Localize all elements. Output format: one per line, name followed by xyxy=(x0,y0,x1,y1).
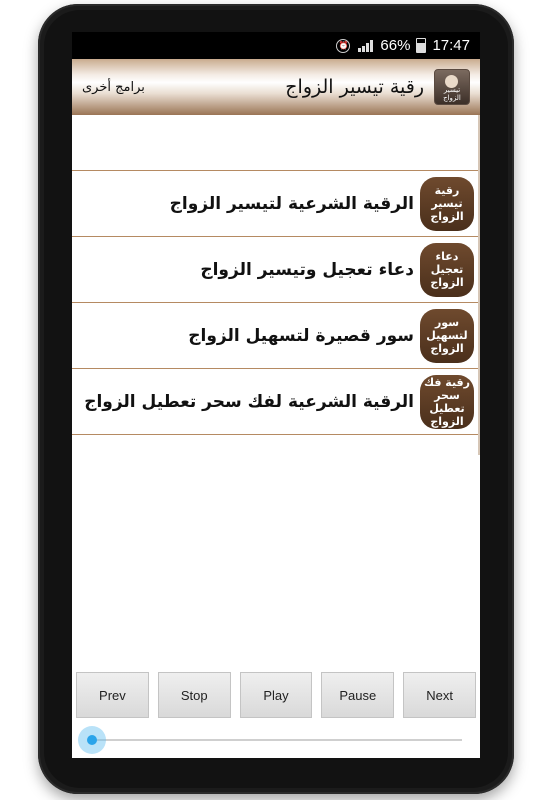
play-button[interactable]: Play xyxy=(240,672,313,718)
list-item-badge: رقية تيسير الزواج xyxy=(420,177,474,231)
player-controls xyxy=(76,672,476,718)
seek-bar-track[interactable] xyxy=(90,739,462,741)
battery-percent: 66% xyxy=(380,37,411,54)
content-list xyxy=(72,115,480,455)
list-item[interactable] xyxy=(72,369,478,435)
pause-button[interactable]: Pause xyxy=(321,672,394,718)
list-item-badge: رقية فك سحر تعطيل الزواج xyxy=(420,375,474,429)
list-item[interactable] xyxy=(72,171,478,237)
list-item-badge: دعاء تعجيل الزواج xyxy=(420,243,474,297)
list-item[interactable] xyxy=(72,303,478,369)
screen xyxy=(72,32,480,758)
list-header-spacer xyxy=(72,115,478,171)
list-item-label: الرقية الشرعية لفك سحر تعطيل الزواج xyxy=(84,391,414,412)
clock: 17:47 xyxy=(432,37,470,54)
stop-button[interactable]: Stop xyxy=(158,672,231,718)
list-item-badge: سور لتسهيل الزواج xyxy=(420,309,474,363)
app-logo-text: تيسير الزواج xyxy=(443,86,461,102)
list-item-label: الرقية الشرعية لتيسير الزواج xyxy=(169,193,414,214)
next-button[interactable]: Next xyxy=(403,672,476,718)
prev-button[interactable]: Prev xyxy=(76,672,149,718)
battery-icon xyxy=(416,38,426,53)
app-title: رقية تيسير الزواج xyxy=(285,76,424,98)
signal-icon xyxy=(356,40,374,52)
app-logo xyxy=(434,69,470,105)
app-bar xyxy=(72,59,480,115)
alarm-icon: ⏰ xyxy=(336,39,350,53)
list-item-label: دعاء تعجيل وتيسير الزواج xyxy=(200,259,414,280)
other-apps-link[interactable]: برامج أخرى xyxy=(82,79,145,95)
list-item[interactable] xyxy=(72,237,478,303)
seek-bar-thumb[interactable] xyxy=(78,726,106,754)
status-bar xyxy=(72,32,480,59)
list-item-label: سور قصيرة لتسهيل الزواج xyxy=(188,325,414,346)
